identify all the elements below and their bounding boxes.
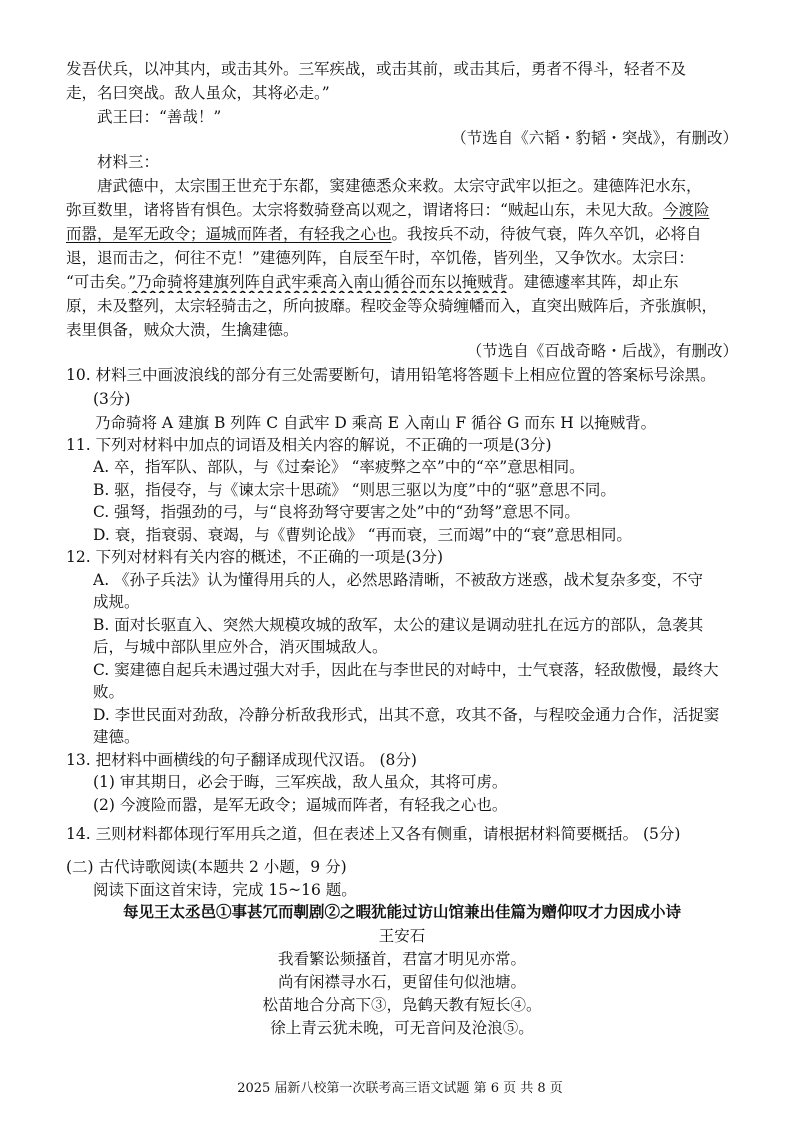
poem-author: 王安石 bbox=[378, 927, 426, 945]
question-12: 12. 下列对材料有关内容的概述，不正确的一项是(3分) bbox=[66, 548, 444, 566]
question-score: (3分) bbox=[93, 390, 131, 408]
section-instruction: 阅读下面这首宋诗，完成 15~16 题。 bbox=[93, 881, 357, 899]
question-10-sentence: 乃命骑将 A 建旗 B 列阵 C 自武牢 D 乘高 E 入南山 F 循谷 G 而东 H 以掩贼背。 bbox=[95, 414, 657, 432]
poem-line: 尚有闲襟寻水石，更留佳句似池塘。 bbox=[277, 973, 526, 991]
option-d: D. 衰，指衰弱、衰竭，与《曹刿论战》 “再而衰，三而竭”中的“衰”意思相同。 bbox=[93, 526, 632, 544]
poem-line: 我看繁讼频搔首，君富才明见亦常。 bbox=[277, 950, 526, 968]
source-citation: （节选自《六韬・豹韬・突战》，有删改） bbox=[451, 129, 738, 147]
source-citation: （节选自《百战奇略・后战》，有删改） bbox=[466, 342, 738, 360]
text-run: 。建德遽率其阵，却止东 bbox=[508, 273, 679, 291]
option-b: B. 驱，指侵夺，与《谏太宗十思疏》 “则思三驱以为度”中的“驱”意思不同。 bbox=[93, 481, 616, 499]
material-3-line: 退，退而击之，何往不克！”建德列阵，自辰至午时，卒饥倦，皆列坐，又争饮水。太宗曰： bbox=[66, 249, 694, 267]
material-3-line bbox=[66, 199, 738, 221]
material-3-line bbox=[66, 223, 738, 245]
poem-line: 松苗地合分高下③，凫鹤天教有短长④。 bbox=[262, 996, 542, 1014]
underlined-sentence: 今渡险 bbox=[662, 201, 710, 219]
option-b-cont: 后，与城中部队里应外合，消灭围城敌人。 bbox=[93, 638, 388, 656]
section-heading: (二) 古代诗歌阅读(本题共 2 小题，9 分) bbox=[66, 858, 347, 876]
option-b: B. 面对长驱直入、突然大规模攻城的敌军，太公的建议是调动驻扎在远方的部队，急袭其 bbox=[93, 616, 704, 634]
option-a: A. 卒，指军队、部队，与《过秦论》 “率疲弊之卒”中的“卒”意思相同。 bbox=[93, 458, 585, 476]
material-3-line: 原，未及整列，太宗轻骑击之，所向披靡。程咬金等众骑缠幡而入，直突出贼阵后，齐张旗帜， bbox=[66, 297, 718, 315]
underlined-sentence: 而嚣，是军无政令；逼城而阵者，有轻我之心也 bbox=[66, 225, 392, 243]
question-13-item-1: (1) 审其期日，必会于晦，三军疾战，敌人虽众，其将可虏。 bbox=[93, 773, 508, 791]
material-3-line: 表里俱备，贼众大溃，生擒建德。 bbox=[66, 321, 299, 339]
text-run: “可击矣。 bbox=[66, 273, 129, 291]
question-13-item-2: (2) 今渡险而嚣，是军无政令；逼城而阵者，有轻我之心也。 bbox=[93, 796, 508, 814]
text-run: 弥亘数里，诸将皆有惧色。太宗将数骑登高以观之，谓诸将曰：“贼起山东，未见大敌。 bbox=[66, 201, 663, 219]
option-a-cont: 成规。 bbox=[93, 593, 140, 611]
option-a: A. 《孙子兵法》认为懂得用兵的人，必然思路清晰，不被敌方迷惑，战术复杂多变，不守 bbox=[93, 571, 704, 589]
option-d: D. 李世民面对劲敌，冷静分析敌我形式，出其不意，攻其不备，与程咬金通力合作，活捉窦 bbox=[93, 706, 720, 724]
poem-line: 徐上青云犹未晚，可无音问及沧浪⑤。 bbox=[270, 1019, 534, 1037]
wavy-underlined-sentence: ”乃命骑将建旗列阵自武牢乘高入南山循谷而东以掩贼背 bbox=[128, 273, 509, 291]
question-14: 14. 三则材料都体现行军用兵之道，但在表述上又各有侧重，请根据材料简要概括。 (5分) bbox=[66, 825, 681, 843]
poem-title: 每见王太丞邑①事甚冗而剸剧②之暇犹能过访山馆兼出佳篇为赠仰叹才力因成小诗 bbox=[122, 902, 681, 921]
question-11: 11. 下列对材料中加点的词语及相关内容的解说，不正确的一项是(3分) bbox=[66, 436, 552, 454]
option-d-cont: 建德。 bbox=[93, 728, 140, 746]
text-run: 。我按兵不动，待彼气衰，阵久卒饥，必将自 bbox=[391, 225, 702, 243]
option-c: C. 强弩，指强劲的弓，与“良将劲弩守要害之处”中的“劲弩”意思不同。 bbox=[93, 503, 580, 521]
page-footer: 2025 届新八校第一次联考高三语文试题 第 6 页 共 8 页 bbox=[237, 1081, 563, 1096]
option-c-cont: 败。 bbox=[93, 683, 125, 701]
question-10: 10. 材料三中画波浪线的部分有三处需要断句，请用铅笔将答题卡上相应位置的答案标号涂黑。 bbox=[66, 366, 716, 384]
option-c: C. 窦建德自起兵未遇过强大对手，因此在与李世民的对峙中，士气衰落，轻敌傲慢，最终大 bbox=[93, 661, 719, 679]
material-3-line bbox=[66, 271, 738, 293]
material-2-line: 走，名曰突战。敌人虽众，其将必走。” bbox=[66, 84, 330, 102]
question-13: 13. 把材料中画横线的句子翻译成现代汉语。 (8分) bbox=[66, 751, 417, 769]
material-3-heading: 材料三： bbox=[97, 153, 160, 171]
material-2-line: 发吾伏兵，以冲其内，或击其外。三军疾战，或击其前，或击其后，勇者不得斗，轻者不及 bbox=[66, 60, 687, 78]
material-3-line: 唐武德中，太宗围王世充于东都，窦建德悉众来救。太宗守武牢以拒之。建德阵汜水东， bbox=[97, 177, 702, 195]
material-2-line: 武王曰：“善哉！” bbox=[97, 108, 222, 126]
